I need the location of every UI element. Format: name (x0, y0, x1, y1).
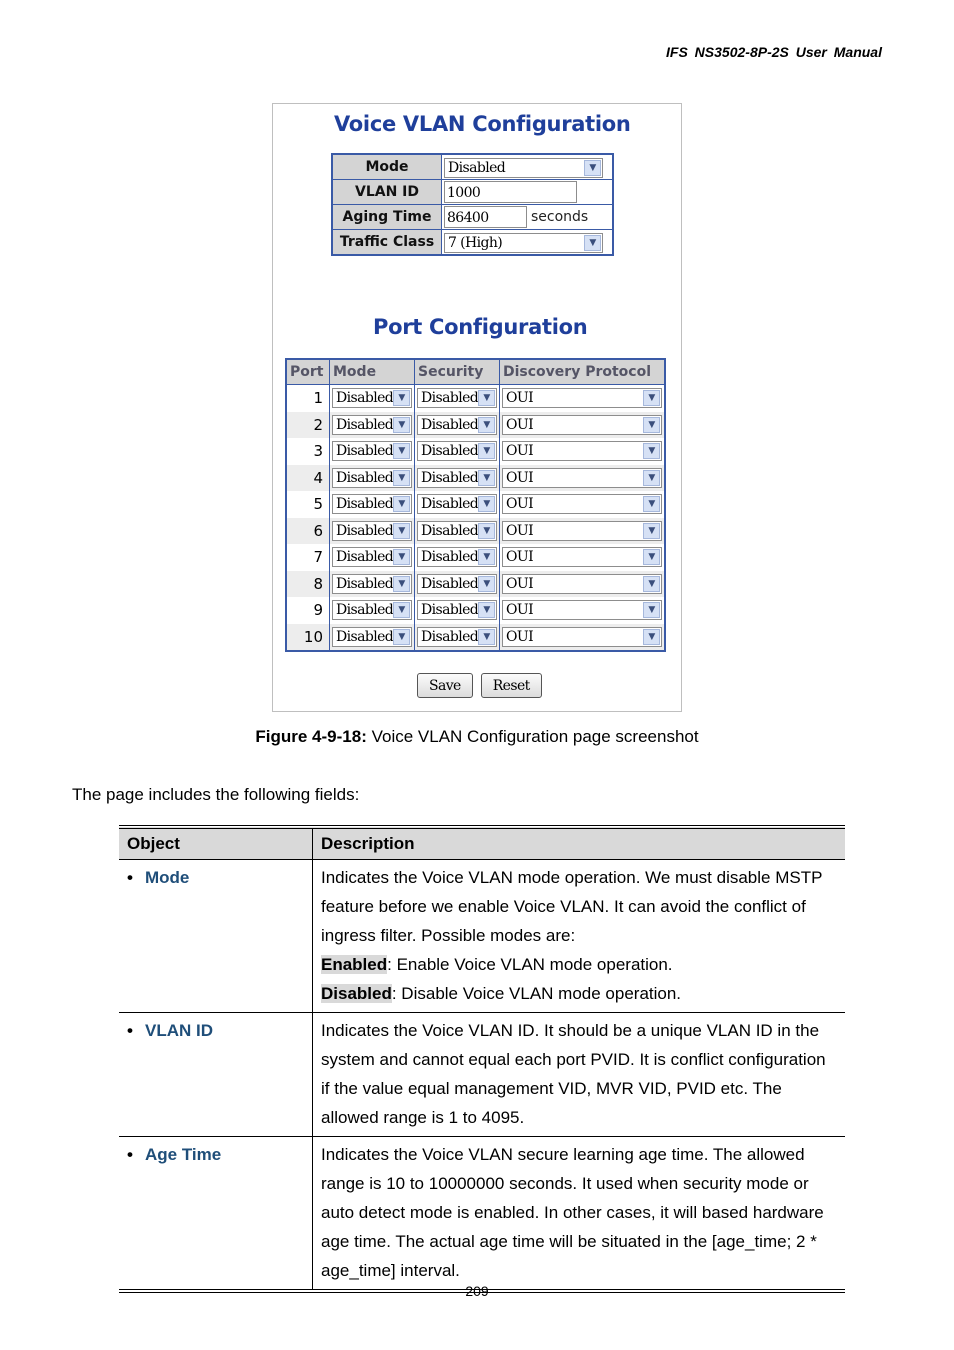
protocol-select[interactable] (502, 600, 662, 620)
voice-vlan-form (331, 153, 614, 256)
chevron-down-icon: ▼ (478, 470, 495, 486)
save-button[interactable]: Save (417, 673, 473, 698)
column-header: Port (286, 359, 330, 385)
voice-vlan-title: Voice VLAN Configuration (334, 112, 631, 136)
description-header: Description (313, 827, 846, 860)
reset-button[interactable]: Reset (481, 673, 542, 698)
column-header: Security (415, 359, 500, 385)
traffic-class-label: Traffic Class (332, 230, 442, 256)
page-number: 209 (465, 1283, 489, 1299)
figure-text: Voice VLAN Configuration page screenshot (366, 727, 699, 746)
mode-select-value: Disabled (448, 159, 506, 176)
security-select[interactable] (417, 415, 497, 435)
security-select-value: Disabled (421, 416, 479, 433)
mode-select-value: Disabled (336, 443, 394, 460)
column-header: Mode (330, 359, 415, 385)
table-row (286, 597, 665, 624)
table-row (286, 571, 665, 598)
chevron-down-icon: ▼ (643, 629, 660, 645)
mode-select[interactable] (332, 521, 412, 541)
mode-select[interactable] (332, 574, 412, 594)
chevron-down-icon: ▼ (643, 443, 660, 459)
port-number: 9 (286, 597, 330, 624)
port-config-title: Port Configuration (373, 315, 588, 339)
security-select-value: Disabled (421, 390, 479, 407)
mode-select[interactable] (332, 415, 412, 435)
chevron-down-icon: ▼ (478, 390, 495, 406)
security-select-value: Disabled (421, 549, 479, 566)
column-header: Discovery Protocol (500, 359, 666, 385)
object-cell (119, 1013, 313, 1137)
port-number: 10 (286, 624, 330, 652)
table-row (119, 1013, 845, 1137)
security-select-value: Disabled (421, 602, 479, 619)
mode-select[interactable] (332, 388, 412, 408)
screenshot-frame (272, 103, 682, 712)
mode-select[interactable] (444, 158, 603, 178)
security-select-value: Disabled (421, 469, 479, 486)
chevron-down-icon: ▼ (478, 602, 495, 618)
table-row (119, 860, 845, 1013)
chevron-down-icon: ▼ (478, 523, 495, 539)
chevron-down-icon: ▼ (643, 523, 660, 539)
description-text: Indicates the Voice VLAN mode operation. We must disable MSTP feature before we enable Voice VLAN. It can avoid the conflict of ingress filter. Possible modes are: (321, 868, 823, 945)
chevron-down-icon: ▼ (393, 390, 410, 406)
chevron-down-icon: ▼ (584, 235, 601, 251)
table-row (286, 544, 665, 571)
chevron-down-icon: ▼ (393, 629, 410, 645)
description-cell (313, 860, 846, 1013)
mode-select-value: Disabled (336, 469, 394, 486)
mode-select-value: Disabled (336, 602, 394, 619)
mode-select-value: Disabled (336, 628, 394, 645)
table-row (286, 491, 665, 518)
chevron-down-icon: ▼ (393, 549, 410, 565)
figure-label: Figure 4-9-18: (255, 727, 367, 746)
protocol-select-value: OUI (506, 522, 534, 539)
port-number: 5 (286, 491, 330, 518)
chevron-down-icon: ▼ (478, 443, 495, 459)
port-number: 4 (286, 465, 330, 492)
chevron-down-icon: ▼ (643, 417, 660, 433)
chevron-down-icon: ▼ (478, 417, 495, 433)
object-cell (119, 1137, 313, 1292)
security-select-value: Disabled (421, 628, 479, 645)
protocol-select[interactable] (502, 547, 662, 567)
security-select[interactable] (417, 441, 497, 461)
protocol-select[interactable] (502, 441, 662, 461)
security-select[interactable] (417, 521, 497, 541)
chevron-down-icon: ▼ (643, 549, 660, 565)
port-number: 8 (286, 571, 330, 598)
security-select[interactable] (417, 574, 497, 594)
port-number: 7 (286, 544, 330, 571)
table-row (286, 385, 665, 412)
security-select-value: Disabled (421, 443, 479, 460)
port-number: 3 (286, 438, 330, 465)
aging-time-unit: seconds (531, 209, 589, 225)
bullet-icon: • (127, 1021, 133, 1040)
mode-select-value: Disabled (336, 575, 394, 592)
mode-select[interactable] (332, 627, 412, 647)
chevron-down-icon: ▼ (478, 496, 495, 512)
chevron-down-icon: ▼ (643, 496, 660, 512)
security-select[interactable] (417, 388, 497, 408)
option-line (321, 979, 837, 1008)
traffic-class-value: 7 (High) (448, 234, 503, 251)
chevron-down-icon: ▼ (478, 576, 495, 592)
table-row (286, 624, 665, 652)
mode-select[interactable] (332, 494, 412, 514)
vlan-id-input[interactable]: 1000 (444, 181, 577, 203)
table-row (119, 1137, 845, 1292)
vlan-id-label: VLAN ID (332, 180, 442, 205)
protocol-select-value: OUI (506, 443, 534, 460)
fields-table (119, 825, 845, 1293)
chevron-down-icon: ▼ (643, 470, 660, 486)
description-text: Indicates the Voice VLAN secure learning age time. The allowed range is 10 to 10000000 seconds. It used when security mode or auto detect mode is enabled. In other cases, it will based hardware age time. The actual age time will be situated in the [age_time; 2 * age_time] interval. (321, 1145, 824, 1280)
option-line (321, 950, 837, 979)
object-header: Object (119, 827, 313, 860)
description-cell (313, 1137, 846, 1292)
chevron-down-icon: ▼ (393, 602, 410, 618)
aging-time-input[interactable]: 86400 (444, 206, 527, 228)
chevron-down-icon: ▼ (643, 576, 660, 592)
security-select-value: Disabled (421, 496, 479, 513)
description-cell (313, 1013, 846, 1137)
object-name: VLAN ID (145, 1021, 213, 1040)
chevron-down-icon: ▼ (478, 629, 495, 645)
security-select-value: Disabled (421, 522, 479, 539)
security-select[interactable] (417, 494, 497, 514)
table-row (286, 465, 665, 492)
object-name: Age Time (145, 1145, 222, 1164)
protocol-select-value: OUI (506, 575, 534, 592)
protocol-select[interactable] (502, 627, 662, 647)
protocol-select[interactable] (502, 521, 662, 541)
traffic-class-select[interactable] (444, 233, 603, 253)
port-config-table (285, 358, 666, 652)
option-term: Disabled (321, 984, 392, 1003)
chevron-down-icon: ▼ (393, 417, 410, 433)
mode-label: Mode (332, 154, 442, 180)
mode-select[interactable] (332, 547, 412, 567)
mode-select-value: Disabled (336, 549, 394, 566)
running-header: IFS NS3502-8P-2S User Manual (666, 44, 882, 60)
protocol-select[interactable] (502, 574, 662, 594)
intro-paragraph: The page includes the following fields: (72, 785, 360, 804)
security-select[interactable] (417, 600, 497, 620)
mode-select-value: Disabled (336, 522, 394, 539)
aging-time-label: Aging Time (332, 205, 442, 230)
chevron-down-icon: ▼ (393, 496, 410, 512)
security-select[interactable] (417, 547, 497, 567)
mode-select[interactable] (332, 600, 412, 620)
port-number: 6 (286, 518, 330, 545)
chevron-down-icon: ▼ (584, 160, 601, 176)
protocol-select-value: OUI (506, 602, 534, 619)
security-select-value: Disabled (421, 575, 479, 592)
object-cell (119, 860, 313, 1013)
chevron-down-icon: ▼ (478, 549, 495, 565)
protocol-select[interactable] (502, 388, 662, 408)
protocol-select[interactable] (502, 494, 662, 514)
mode-select[interactable] (332, 468, 412, 488)
mode-select-value: Disabled (336, 416, 394, 433)
chevron-down-icon: ▼ (393, 443, 410, 459)
protocol-select-value: OUI (506, 390, 534, 407)
protocol-select-value: OUI (506, 628, 534, 645)
table-row (286, 518, 665, 545)
option-text: : Disable Voice VLAN mode operation. (391, 984, 682, 1003)
figure-caption (0, 727, 954, 747)
chevron-down-icon: ▼ (393, 576, 410, 592)
bullet-icon: • (127, 868, 133, 887)
option-text: : Enable Voice VLAN mode operation. (387, 955, 673, 974)
chevron-down-icon: ▼ (643, 602, 660, 618)
form-buttons (417, 673, 542, 698)
security-select[interactable] (417, 627, 497, 647)
table-row (286, 412, 665, 439)
mode-select[interactable] (332, 441, 412, 461)
port-number: 1 (286, 385, 330, 412)
protocol-select[interactable] (502, 415, 662, 435)
bullet-icon: • (127, 1145, 133, 1164)
protocol-select-value: OUI (506, 496, 534, 513)
security-select[interactable] (417, 468, 497, 488)
chevron-down-icon: ▼ (393, 470, 410, 486)
protocol-select[interactable] (502, 468, 662, 488)
chevron-down-icon: ▼ (643, 390, 660, 406)
protocol-select-value: OUI (506, 549, 534, 566)
chevron-down-icon: ▼ (393, 523, 410, 539)
port-number: 2 (286, 412, 330, 439)
port-rows (286, 385, 665, 652)
table-row (286, 438, 665, 465)
mode-select-value: Disabled (336, 390, 394, 407)
description-text: Indicates the Voice VLAN ID. It should be a unique VLAN ID in the system and cannot equal each port PVID. It is conflict configuration if the value equal management VID, MVR VID, PVID etc. The allowed range is 1 to 4095. (321, 1021, 826, 1127)
fields-rows (119, 860, 845, 1292)
object-name: Mode (145, 868, 190, 887)
protocol-select-value: OUI (506, 469, 534, 486)
protocol-select-value: OUI (506, 416, 534, 433)
mode-select-value: Disabled (336, 496, 394, 513)
option-term: Enabled (321, 955, 388, 974)
